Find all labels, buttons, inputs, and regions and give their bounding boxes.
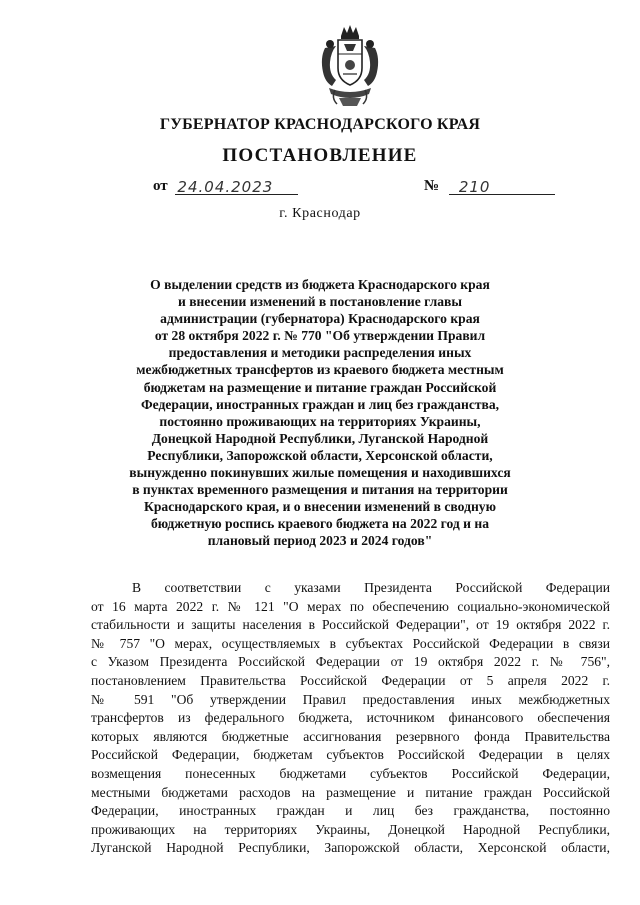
number-prefix: № xyxy=(424,178,440,194)
title-line: Республики, Запорожской области, Херсонской области, xyxy=(147,447,493,463)
city: г. Краснодар xyxy=(279,206,361,221)
body-line: которых являются бюджетные ассигнования резервного фонда Правительства xyxy=(91,728,610,744)
title-line: Краснодарского края, и о внесении изменений в сводную xyxy=(144,499,496,515)
date-line xyxy=(175,178,298,195)
number-value: 210 xyxy=(458,178,491,196)
issuing-authority: ГУБЕРНАТОР КРАСНОДАРСКОГО КРАЯ xyxy=(159,116,481,133)
title-line: вынужденно покинувших жилые помещения и находившихся xyxy=(129,465,511,481)
body-line: № 757 "О мерах, осуществляемых в субъектах Российской Федерации в связи xyxy=(91,635,610,651)
title-line: от 28 октября 2022 г. № 770 "Об утверждении Правил xyxy=(154,328,486,344)
date-value: 24.04.2023 xyxy=(177,178,274,196)
document-title xyxy=(80,276,560,550)
body-line: Луганской Народной Республики, Запорожской области, Херсонской области, xyxy=(91,840,610,856)
title-line: бюджетам на размещение и питание граждан Российской xyxy=(143,379,497,395)
title-line: и внесении изменений в постановление главы xyxy=(177,294,462,310)
body-line: В соответствии с указами Президента Российской Федерации xyxy=(132,580,610,595)
body-line: возмещения понесенных бюджетами субъектов Российской Федерации, xyxy=(91,765,610,781)
date-prefix: от xyxy=(153,178,168,194)
body-line: Федерации, иностранных граждан и лиц без гражданства, постоянно xyxy=(91,803,610,819)
title-line: межбюджетных трансфертов из краевого бюджета местным xyxy=(136,362,504,378)
body-line: постановлением Правительства Российской Федерации от 5 апреля 2022 г. xyxy=(91,672,610,688)
body-line: № 591 "Об утверждении Правил предоставления иных межбюджетных xyxy=(91,691,610,707)
body-line: местными бюджетами расходов на размещение и питание граждан Российской xyxy=(91,784,610,800)
title-line: бюджетную роспись краевого бюджета на 2022 год и на xyxy=(150,516,490,532)
body-line: Российской Федерации, бюджетам субъектов Российской Федерации в целях xyxy=(91,747,610,763)
number-line xyxy=(449,178,555,195)
title-line: плановый период 2023 и 2024 годов" xyxy=(207,533,433,549)
title-line: постоянно проживающих на территориях Украины, xyxy=(159,413,481,429)
body-line: стабильности и защиты населения в Российской Федерации", от 19 октября 2022 г. xyxy=(91,617,610,633)
title-line: в пунктах временного размещения и питания на территории xyxy=(132,482,508,498)
body-line: от 16 марта 2022 г. № 121 "О мерах по обеспечению социально-экономической xyxy=(91,598,610,614)
body-line: проживающих на территориях Украины, Донецкой Народной Республики, xyxy=(91,821,610,837)
document-type: ПОСТАНОВЛЕНИЕ xyxy=(222,145,418,166)
title-line: Федерации, иностранных граждан и лиц без гражданства, xyxy=(140,396,500,412)
coat-of-arms-emblem xyxy=(317,22,383,110)
body-line: трансфертов из федерального бюджета, источником финансового обеспечения xyxy=(91,710,610,726)
title-line: администрации (губернатора) Краснодарского края xyxy=(160,311,480,327)
title-line: предоставления и методики распределения иных xyxy=(168,345,472,361)
body-paragraph xyxy=(91,579,610,858)
title-line: О выделении средств из бюджета Краснодарского края xyxy=(150,277,490,292)
title-line: Донецкой Народной Республики, Луганской Народной xyxy=(151,430,489,446)
body-line: с Указом Президента Российской Федерации от 19 октября 2022 г. № 756", xyxy=(91,654,610,670)
date-field xyxy=(153,178,298,195)
number-field xyxy=(424,178,555,195)
